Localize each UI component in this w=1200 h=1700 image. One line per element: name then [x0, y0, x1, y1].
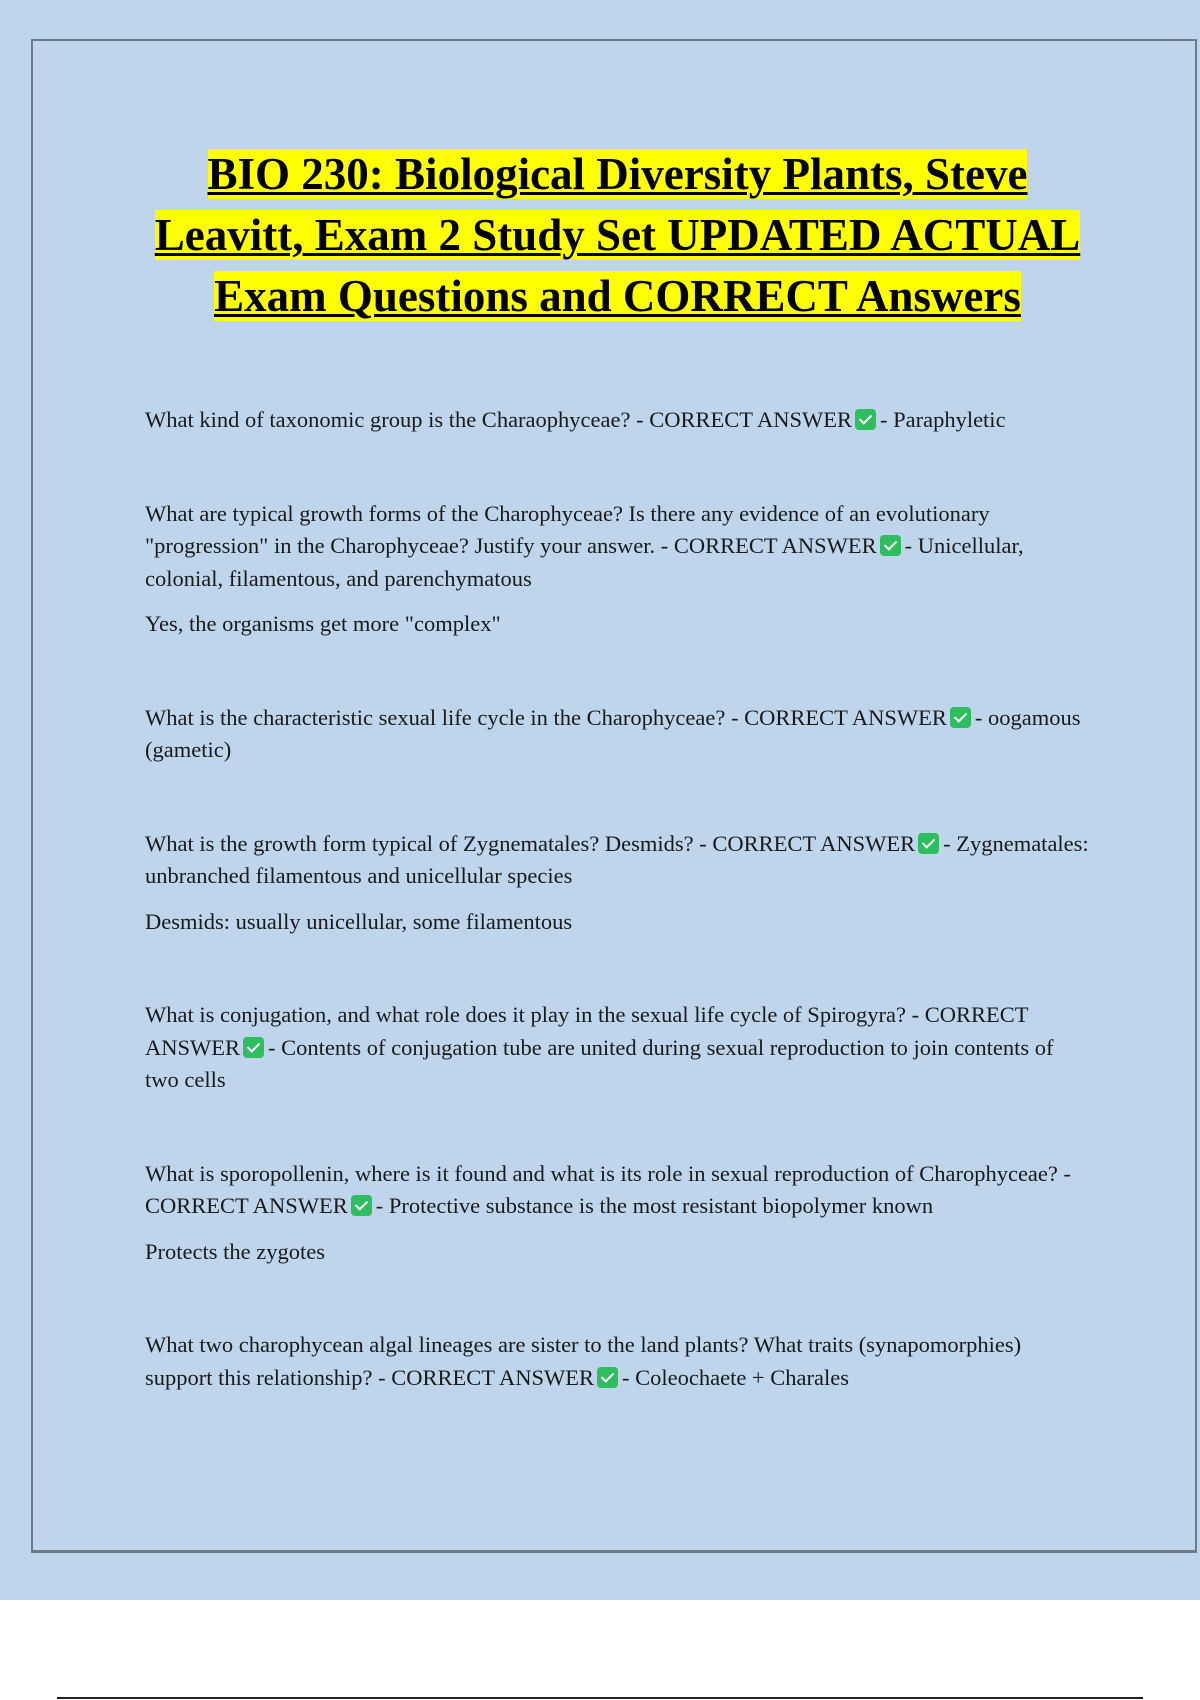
qa-line: What are typical growth forms of the Charophyceae? Is there any evidence of an evolutionary "progression" in the Charophyceae? Justify your answer. - CORRECT ANSWER - Unicellular, colonial, filamentous, and parenchymatous: [145, 500, 1024, 591]
answer-label: CORRECT ANSWER: [145, 1002, 1029, 1060]
answer-label: CORRECT ANSWER: [145, 1193, 348, 1218]
qa-item: [145, 404, 1090, 437]
check-mark-icon: [597, 1367, 618, 1388]
qa-line: What kind of taxonomic group is the Charaophyceae? - CORRECT ANSWER - Paraphyletic: [145, 407, 1006, 432]
answer-text: Protective substance is the most resistant biopolymer known: [388, 1193, 934, 1218]
qa-item: [145, 999, 1090, 1097]
qa-line: What is the growth form typical of Zygnematales? Desmids? - CORRECT ANSWER - Zygnematales: unbranched filamentous and unicellular species: [145, 830, 1089, 888]
answer-label: CORRECT ANSWER: [712, 830, 916, 856]
answer-extra: Protects the zygotes: [145, 1238, 325, 1264]
qa-line: What is sporopollenin, where is it found and what is its role in sexual reproduction of Charophyceae? - CORRECT ANSWER - Protective substance is the most resistant biopolymer known: [145, 1160, 1072, 1218]
answer-label: CORRECT ANSWER: [649, 407, 852, 432]
answer-text: Contents of conjugation tube are united during sexual reproduction to join contents of two cells: [145, 1034, 1054, 1092]
qa-item: [145, 498, 1090, 641]
answer-label: CORRECT ANSWER: [391, 1364, 594, 1390]
question-text: What are typical growth forms of the Charophyceae? Is there any evidence of an evolutionary "progression" in the Charophyceae? Justify your answer.: [145, 500, 990, 558]
check-mark-icon: [855, 409, 876, 430]
qa-line: What is the characteristic sexual life cycle in the Charophyceae? - CORRECT ANSWER - oogamous (gametic): [145, 704, 1081, 762]
document-title: BIO 230: Biological Diversity Plants, Steve Leavitt, Exam 2 Study Set UPDATED ACTUAL Exam Questions and CORRECT Answers: [154, 149, 1081, 321]
footer-rule: [57, 1697, 1143, 1699]
answer-extra: Yes, the organisms get more "complex": [145, 611, 501, 636]
answer-text: Coleochaete + Charales: [635, 1364, 849, 1390]
question-text: What is the characteristic sexual life cycle in the Charophyceae?: [145, 704, 726, 730]
check-mark-icon: [351, 1195, 372, 1216]
qa-list: [145, 404, 1090, 1394]
question-text: What is conjugation, and what role does it play in the sexual life cycle of Spirogyra?: [145, 1002, 907, 1027]
answer-text: Unicellular, colonial, filamentous, and parenchymatous: [145, 533, 1024, 591]
answer-text: Zygnematales: unbranched filamentous and unicellular species: [145, 830, 1089, 888]
qa-item: [145, 1329, 1090, 1394]
answer-label: CORRECT ANSWER: [744, 704, 947, 730]
qa-item: [145, 1158, 1090, 1269]
answer-text: oogamous (gametic): [145, 704, 1081, 762]
question-text: What two charophycean algal lineages are sister to the land plants? What traits (synapomorphies) support this relationship?: [145, 1332, 1022, 1390]
qa-line: What two charophycean algal lineages are sister to the land plants? What traits (synapomorphies) support this relationship? - CORRECT ANSWER - Coleochaete + Charales: [145, 1332, 1022, 1390]
answer-label: CORRECT ANSWER: [673, 533, 877, 558]
check-mark-icon: [950, 707, 971, 728]
question-text: What kind of taxonomic group is the Charaophyceae?: [145, 407, 631, 432]
qa-line: What is conjugation, and what role does it play in the sexual life cycle of Spirogyra? - CORRECT ANSWER - Contents of conjugation tube are united during sexual reproduction to join contents of two cells: [145, 1002, 1054, 1092]
check-mark-icon: [880, 535, 901, 556]
question-text: What is the growth form typical of Zygnematales? Desmids?: [145, 830, 694, 856]
qa-item: [145, 702, 1090, 767]
question-text: What is sporopollenin, where is it found and what is its role in sexual reproduction of Charophyceae?: [145, 1160, 1058, 1186]
answer-extra: Desmids: usually unicellular, some filamentous: [145, 908, 573, 934]
answer-text: Paraphyletic: [893, 407, 1006, 432]
qa-item: [145, 828, 1090, 939]
check-mark-icon: [243, 1037, 264, 1058]
check-mark-icon: [918, 833, 939, 854]
